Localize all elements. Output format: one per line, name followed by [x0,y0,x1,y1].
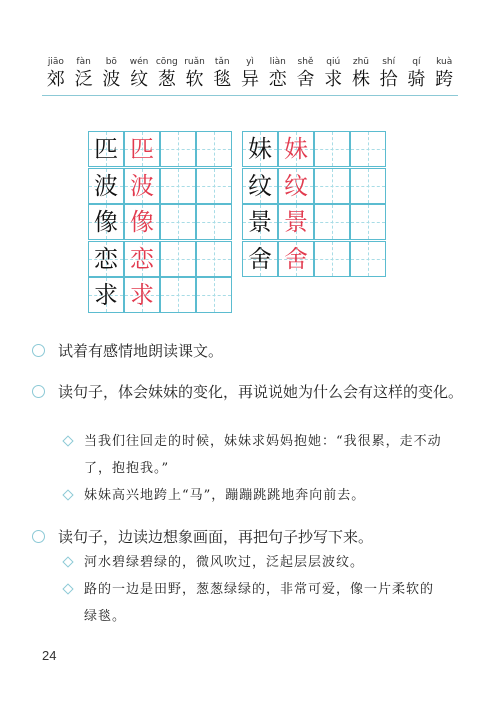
vocab-pinyin: jiāo [47,57,64,67]
grid-empty-cell [160,204,196,240]
diamond-bullet-icon [62,435,73,446]
vocab-character: 异 [241,69,259,90]
grid-empty-cell [314,204,350,240]
model-character: 纹 [248,171,272,200]
q2-sentence-2 [64,482,444,509]
trace-character-cell [278,131,314,167]
vocab-item [264,56,292,91]
vocab-character: 毯 [213,69,232,90]
trace-character: 像 [130,208,154,237]
vocab-item [97,56,125,91]
trace-character-cell [124,168,160,204]
question-3 [32,523,468,552]
vocab-pinyin: ruǎn [184,57,205,67]
vocab-character: 纹 [130,69,149,90]
q3-sentence-1 [64,549,444,576]
question-circle-icon [32,344,45,357]
vocab-item [375,56,403,91]
question-1-text: 试着有感情地朗读课文。 [58,342,224,360]
vocab-pinyin: qiú [326,57,341,67]
vocab-pinyin: zhū [352,57,370,67]
question-circle-icon [32,530,45,543]
trace-character: 匹 [130,135,154,163]
grid-empty-cell [160,168,196,204]
grid-empty-cell [160,277,196,313]
question-2 [32,378,468,407]
grid-empty-cell [196,131,232,167]
vocab-pinyin: wén [129,57,149,67]
q2-sentence-1 [64,428,444,482]
model-character-cell [242,131,278,167]
vocab-character: 骑 [407,69,426,90]
vocab-character: 跨 [435,69,454,90]
grid-empty-cell [314,168,350,204]
vocab-pinyin: liàn [269,57,286,67]
grid-empty-cell [350,204,386,240]
vocabulary-row [42,56,458,91]
trace-character-cell [278,241,314,277]
vocab-pinyin: shí [382,57,396,67]
vocab-item [236,56,264,91]
vocab-item [208,56,236,91]
model-character-cell [88,168,124,204]
grid-empty-cell [314,241,350,277]
vocab-character: 葱 [157,69,176,90]
grid-empty-cell [160,241,196,277]
vocab-pinyin: shě [297,57,314,67]
trace-character: 纹 [284,171,308,200]
vocabulary-divider [42,95,458,96]
model-character: 波 [94,171,118,200]
model-character-cell [242,168,278,204]
model-character: 恋 [94,244,118,273]
model-character-cell [242,241,278,277]
grid-empty-cell [196,241,232,277]
vocab-pinyin: yì [246,57,254,67]
trace-character: 波 [130,171,154,200]
trace-character: 恋 [130,244,154,273]
grid-empty-cell [350,131,386,167]
question-2-text: 读句子，体会妹妹的变化，再说说她为什么会有这样的变化。 [58,383,464,401]
vocab-pinyin: kuà [436,57,453,67]
vocab-item [292,56,320,91]
vocab-character: 郊 [46,69,65,90]
vocab-item [181,56,209,91]
vocab-pinyin: tǎn [214,57,230,67]
q3-sentence-2-text: 路的一边是田野，葱葱绿绿的，非常可爱，像一片柔软的绿毯。 [84,582,435,624]
vocab-item [153,56,181,91]
vocab-character: 泛 [74,69,93,90]
grid-empty-cell [196,204,232,240]
vocab-character: 舍 [296,69,315,90]
model-character-cell [88,131,124,167]
trace-character: 景 [284,208,308,237]
vocab-item [347,56,375,91]
grid-empty-cell [350,168,386,204]
vocab-character: 株 [351,69,370,90]
model-character: 舍 [248,244,272,273]
model-character: 景 [248,208,272,237]
vocab-character: 恋 [268,69,287,90]
vocab-pinyin: qí [412,57,421,67]
grid-empty-cell [314,131,350,167]
trace-character-cell [124,241,160,277]
diamond-bullet-icon [62,489,73,500]
question-1 [32,337,468,366]
vocab-item [70,56,98,91]
vocab-character: 求 [324,69,343,90]
model-character: 妹 [248,135,272,163]
model-character: 求 [94,281,118,310]
q2-sentence-1-text: 当我们往回走的时候，妹妹求妈妈抱她：“我很累，走不动了，抱抱我。” [84,434,442,476]
vocab-character: 拾 [379,69,398,90]
grid-empty-cell [350,241,386,277]
vocab-pinyin: cōng [155,57,178,67]
model-character-cell [242,204,278,240]
trace-character: 妹 [284,135,308,163]
trace-character-cell [124,131,160,167]
vocab-item [125,56,153,91]
model-character-cell [88,204,124,240]
vocab-character: 软 [185,69,204,90]
q3-sentence-2 [64,576,444,630]
vocab-character: 波 [102,69,121,90]
trace-character: 求 [130,281,154,310]
trace-character-cell [124,204,160,240]
question-circle-icon [32,385,45,398]
trace-character-cell [278,168,314,204]
character-writing-grid [88,131,391,319]
model-character-cell [88,277,124,313]
vocab-item [430,56,458,91]
diamond-bullet-icon [62,583,73,594]
diamond-bullet-icon [62,556,73,567]
vocab-pinyin: fàn [76,57,91,67]
model-character: 像 [94,208,118,237]
grid-empty-cell [196,277,232,313]
page-number: 24 [42,648,57,663]
vocab-pinyin: bō [105,57,117,67]
trace-character-cell [278,204,314,240]
vocab-item [42,56,70,91]
trace-character-cell [124,277,160,313]
grid-empty-cell [160,131,196,167]
model-character-cell [88,241,124,277]
q3-sentence-1-text: 河水碧绿碧绿的，微风吹过，泛起层层波纹。 [84,555,365,570]
trace-character: 舍 [284,244,308,273]
question-3-text: 读句子，边读边想象画面，再把句子抄写下来。 [58,528,374,546]
vocab-item [403,56,431,91]
q2-sentence-2-text: 妹妹高兴地跨上“马”，蹦蹦跳跳地奔向前去。 [84,488,366,503]
model-character: 匹 [94,135,118,163]
vocab-item [319,56,347,91]
grid-empty-cell [196,168,232,204]
